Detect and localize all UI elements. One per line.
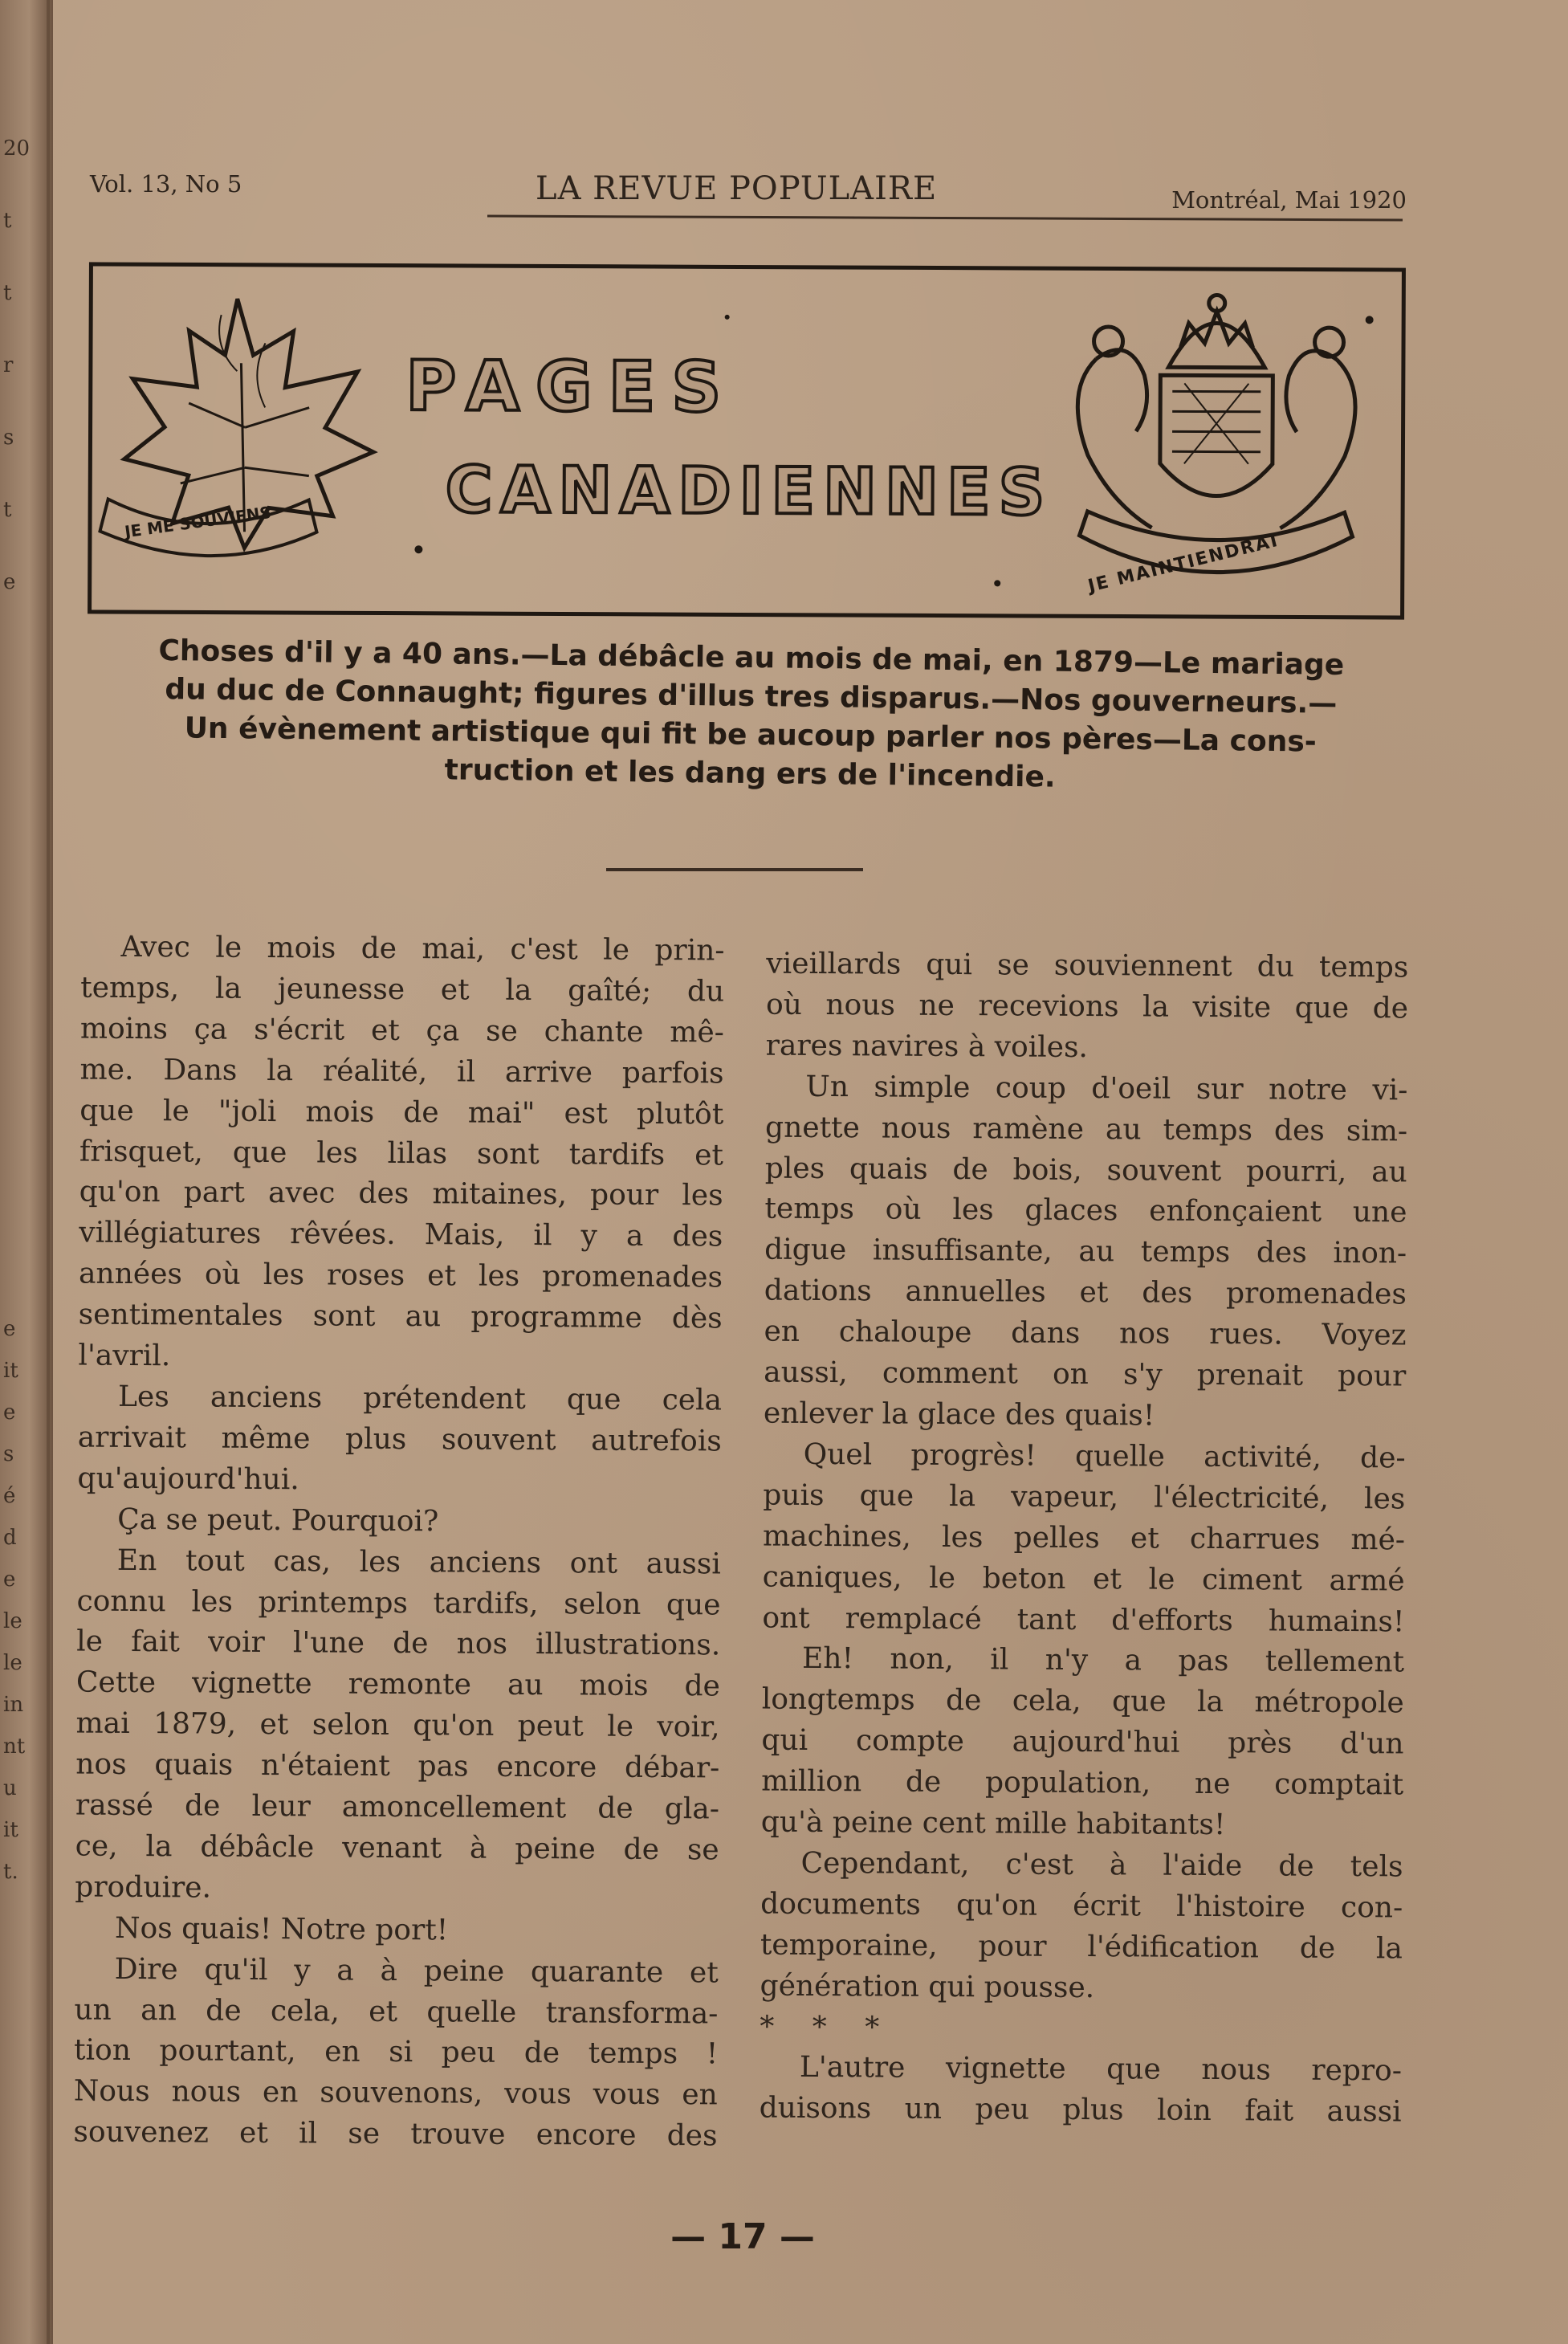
summary-line: Choses d'il y a 40 ans.—La débâcle au mois de mai, en 1879—Le mariage: [158, 634, 1345, 683]
text-line: puis que la vapeur, l'électricité, les: [763, 1478, 1406, 1516]
text-line: Ça se peut. Pourquoi?: [117, 1502, 439, 1538]
section-banner: [88, 262, 1406, 619]
summary-line: truction et les dang ers de l'incendie.: [444, 753, 1056, 794]
text-line: un an de cela, et quelle transforma-: [74, 1993, 719, 2031]
text-line: sentimentales sont au programme dès: [78, 1298, 723, 1335]
text-line: qu'à peine cent mille habitants!: [760, 1805, 1226, 1842]
section-break: * * *: [760, 2010, 894, 2044]
text-line: dations annuelles et des promenades: [764, 1274, 1407, 1311]
margin-fragment: t: [3, 281, 12, 305]
margin-fragment: in: [3, 1693, 24, 1717]
text-line: Nous nous en souvenons, vous vous en: [73, 2074, 718, 2112]
text-line: documents qu'on écrit l'histoire con-: [760, 1887, 1403, 1925]
text-column-right: [759, 944, 1408, 2134]
margin-fragment: it: [3, 1818, 18, 1842]
text-line: qu'aujourd'hui.: [77, 1461, 299, 1497]
text-line: produire.: [75, 1870, 212, 1905]
issue-date: Montréal, Mai 1920: [1171, 186, 1407, 214]
text-line: souvenez et il se trouve encore des: [73, 2115, 718, 2153]
text-line: Eh! non, il n'y a pas tellement: [801, 1642, 1405, 1679]
motto-je-me-souviens: JE ME SOUVIENS: [123, 502, 273, 542]
text-line: arrivait même plus souvent autrefois: [77, 1421, 722, 1458]
banner-title-line1: PAGES: [405, 346, 738, 428]
margin-fragment: le: [3, 1609, 22, 1633]
coat-of-arms-icon: [1077, 295, 1355, 573]
text-line: moins ça s'écrit et ça se chante mê-: [79, 1012, 725, 1050]
text-line: mai 1879, et selon qu'on peut le voir,: [75, 1706, 720, 1744]
text-line: tion pourtant, en si peu de temps !: [74, 2034, 719, 2071]
text-line: temps où les glaces enfonçaient une: [764, 1192, 1407, 1229]
text-line: qui compte aujourd'hui près d'un: [761, 1723, 1404, 1761]
text-line: temps, la jeunesse et la gaîté; du: [80, 971, 725, 1009]
margin-fragment: r: [3, 353, 14, 377]
running-header: [90, 165, 1407, 230]
text-line: digue insuffisante, au temps des inon-: [764, 1233, 1407, 1270]
margin-fragment: t: [3, 209, 12, 233]
text-line: qu'on part avec des mitaines, pour les: [79, 1175, 723, 1213]
header-rule: [487, 215, 1403, 222]
text-line: Dire qu'il y a à peine quarante et: [114, 1952, 719, 1990]
text-line: où nous ne recevions la visite que de: [765, 988, 1409, 1025]
text-line: aussi, comment on s'y prenait pour: [764, 1355, 1407, 1393]
motto-je-maintiendrai: JE MAINTIENDRAI: [1085, 530, 1281, 597]
article-summary: [88, 631, 1414, 801]
text-line: que le "joli mois de mai" est plutôt: [79, 1094, 724, 1131]
text-line: rares navires à voiles.: [765, 1029, 1089, 1064]
text-line: ples quais de bois, souvent pourri, au: [764, 1152, 1407, 1188]
text-line: enlever la glace des quais!: [763, 1396, 1155, 1433]
text-line: rassé de leur amoncellement de gla-: [75, 1788, 720, 1826]
text-line: En tout cas, les anciens ont aussi: [116, 1543, 721, 1581]
text-line: ont remplacé tant d'efforts humains!: [762, 1601, 1405, 1638]
text-line: Avec le mois de mai, c'est le prin-: [120, 930, 725, 968]
margin-fragment: t.: [3, 1860, 18, 1884]
text-line: Cette vignette remonte au mois de: [75, 1665, 721, 1703]
margin-fragment: le: [3, 1651, 22, 1675]
summary-line: du duc de Connaught; figures d'illus tres disparus.—Nos gouverneurs.—: [165, 673, 1338, 720]
text-line: ce, la débâcle venant à peine de se: [75, 1829, 719, 1867]
margin-fragment: s: [3, 426, 14, 450]
text-line: frisquet, que les lilas sont tardifs et: [79, 1135, 724, 1172]
page-number: — 17 —: [670, 2216, 815, 2257]
margin-fragment: d: [3, 1526, 17, 1550]
text-line: Nos quais! Notre port!: [114, 1911, 449, 1947]
text-line: gnette nous ramène au temps des sim-: [764, 1111, 1408, 1148]
separator-rule: [606, 868, 863, 871]
text-line: connu les printemps tardifs, selon que: [76, 1584, 721, 1621]
text-line: le fait voir l'une de nos illustrations.: [76, 1624, 721, 1662]
margin-fragment: e: [3, 570, 16, 594]
margin-fragment: e: [3, 1317, 16, 1341]
text-line: duisons un peu plus loin fait aussi: [759, 2091, 1402, 2129]
margin-fragment: u: [3, 1776, 17, 1800]
margin-fragment: é: [3, 1484, 16, 1508]
text-line: génération qui pousse.: [760, 1969, 1095, 2004]
text-line: machines, les pelles et charrues mé-: [762, 1519, 1406, 1557]
text-line: caniques, le beton et le ciment armé: [762, 1560, 1405, 1598]
text-line: Quel progrès! quelle activité, de-: [803, 1437, 1406, 1475]
summary-line: Un évènement artistique qui fit be aucoup parler nos pères—La cons-: [184, 711, 1317, 759]
volume-number: Vol. 13, No 5: [90, 170, 242, 198]
text-line: nos quais n'étaient pas encore débar-: [75, 1747, 720, 1785]
margin-fragment: e: [3, 1400, 16, 1425]
text-line: l'avril.: [78, 1339, 171, 1373]
margin-fragment: nt: [3, 1735, 26, 1759]
text-line: Cependant, c'est à l'aide de tels: [800, 1846, 1403, 1884]
text-line: longtemps de cela, que la métropole: [761, 1682, 1404, 1720]
margin-fragment: e: [3, 1567, 16, 1592]
text-column-left: [73, 927, 724, 2158]
text-line: million de population, ne comptait: [761, 1764, 1404, 1802]
margin-fragment: it: [3, 1359, 18, 1383]
text-line: villégiatures rêvées. Mais, il y a des: [79, 1216, 723, 1254]
binding-fold: [47, 0, 50, 2344]
banner-title-line2: CANADIENNES: [445, 452, 1053, 530]
text-line: Un simple coup d'oeil sur notre vi-: [805, 1070, 1408, 1107]
margin-fragment: t: [3, 498, 12, 522]
margin-fragment: 20: [3, 137, 31, 161]
text-line: en chaloupe dans nos rues. Voyez: [764, 1315, 1407, 1352]
publication-title: LA REVUE POPULAIRE: [536, 170, 938, 207]
text-line: vieillards qui se souviennent du temps: [766, 947, 1409, 984]
text-line: Les anciens prétendent que cela: [117, 1380, 723, 1417]
text-line: me. Dans la réalité, il arrive parfois: [79, 1053, 724, 1090]
adjacent-page-fragments: [0, 0, 32, 2344]
margin-fragment: s: [3, 1442, 14, 1466]
text-line: temporaine, pour l'édification de la: [760, 1928, 1403, 1966]
text-line: années où les roses et les promenades: [78, 1257, 723, 1294]
text-line: L'autre vignette que nous repro-: [799, 2051, 1403, 2088]
